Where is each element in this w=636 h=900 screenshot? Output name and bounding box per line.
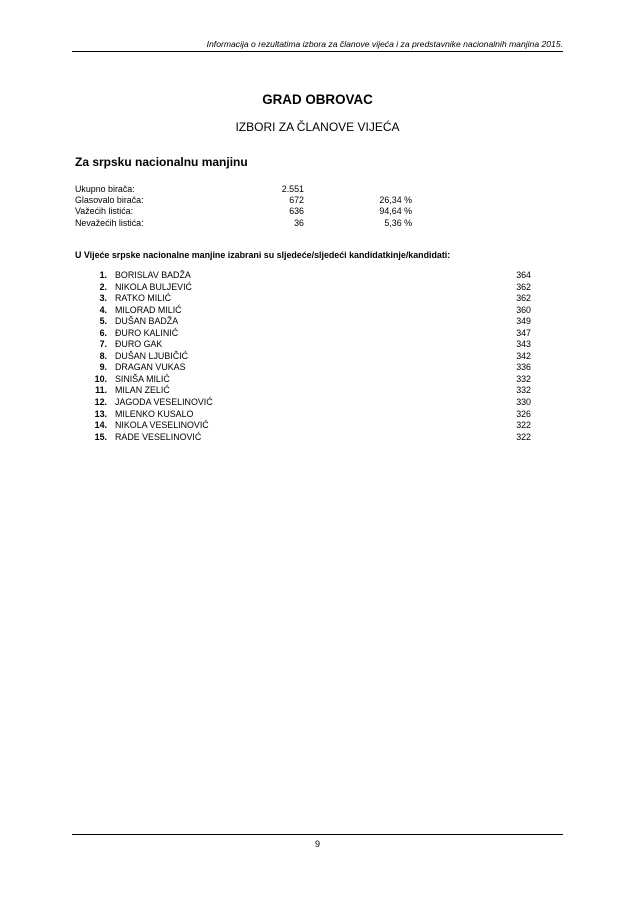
candidate-name: BORISLAV BADŽA — [115, 270, 191, 280]
candidate-number: 12. — [94, 397, 107, 408]
candidate-votes: 349 — [516, 316, 531, 327]
candidate-row — [75, 374, 531, 386]
candidate-votes: 360 — [516, 304, 531, 315]
candidate-votes: 322 — [516, 420, 531, 431]
candidate-votes: 322 — [516, 431, 531, 442]
candidate-number: 5. — [99, 316, 107, 327]
page-number: 9 — [314, 839, 320, 849]
candidate-name: ĐURO GAK — [115, 339, 163, 350]
candidate-number: 2. — [99, 281, 107, 292]
candidate-votes: 343 — [516, 339, 531, 350]
candidate-row — [75, 270, 531, 282]
city-title: GRAD OBROVAC — [262, 92, 373, 107]
candidate-number: 14. — [94, 420, 107, 431]
candidate-number: 8. — [99, 350, 107, 361]
header-divider — [72, 51, 563, 52]
section-title: IZBORI ZA ČLANOVE VIJEĆA — [235, 120, 400, 134]
candidate-name: RADE VESELINOVIĆ — [115, 431, 202, 442]
stat-label: Ukupno birača: — [75, 184, 135, 194]
stat-row-invalid-ballots — [75, 218, 435, 229]
stat-percent: 94,64 % — [379, 206, 412, 217]
voter-stats — [75, 184, 435, 229]
candidate-row — [75, 305, 531, 317]
candidate-row — [75, 420, 531, 432]
stat-label: Glasovalo birača: — [75, 195, 144, 206]
candidate-name: NIKOLA VESELINOVIĆ — [115, 420, 209, 431]
candidate-votes: 362 — [516, 293, 531, 304]
candidate-row — [75, 293, 531, 305]
stat-row-valid-ballots — [75, 206, 435, 217]
candidate-name: MILENKO KUSALO — [115, 408, 194, 419]
candidate-number: 10. — [94, 373, 107, 384]
footer-divider — [72, 834, 563, 835]
candidate-votes: 332 — [516, 385, 531, 396]
candidate-name: SINIŠA MILIĆ — [115, 373, 170, 384]
candidate-name: MILORAD MILIĆ — [115, 304, 182, 315]
stat-label: Važećih listića: — [75, 206, 134, 217]
candidate-name: MILAN ZELIĆ — [115, 385, 170, 396]
candidate-votes: 336 — [516, 362, 531, 373]
candidate-votes: 330 — [516, 397, 531, 408]
candidate-row — [75, 316, 531, 328]
candidate-row — [75, 362, 531, 374]
candidate-list — [75, 270, 531, 443]
candidate-number: 13. — [94, 408, 107, 419]
stat-percent: 26,34 % — [379, 195, 412, 206]
candidate-name: ĐURO KALINIĆ — [115, 327, 179, 338]
candidate-number: 7. — [99, 339, 107, 350]
candidate-votes: 347 — [516, 327, 531, 338]
stat-value: 636 — [289, 206, 304, 217]
minority-heading: Za srpsku nacionalnu manjinu — [75, 155, 248, 169]
candidate-name: DUŠAN BADŽA — [115, 316, 179, 327]
candidate-row — [75, 328, 531, 340]
elected-intro: U Vijeće srpske nacionalne manjine izabrani su sljedeće/sljedeći kandidatkinje/kandidati: — [75, 250, 451, 260]
candidate-row — [75, 385, 531, 397]
running-header: Informacija o rezultatima izbora za članove vijeća i za predstavnike nacionalnih manjina 2015. — [206, 39, 563, 49]
candidate-name: JAGODA VESELINOVIĆ — [115, 397, 213, 408]
candidate-row — [75, 397, 531, 409]
stat-row-total-voters — [75, 184, 435, 195]
candidate-number: 1. — [99, 270, 107, 280]
candidate-number: 11. — [95, 385, 107, 396]
candidate-number: 3. — [99, 293, 107, 304]
candidate-row — [75, 409, 531, 421]
candidate-row — [75, 351, 531, 363]
stat-value: 36 — [294, 217, 304, 228]
candidate-votes: 362 — [516, 281, 531, 292]
candidate-name: DRAGAN VUKAS — [115, 362, 186, 373]
candidate-name: NIKOLA BULJEVIĆ — [115, 281, 192, 292]
candidate-row — [75, 282, 531, 294]
stat-value: 2.551 — [281, 184, 304, 194]
candidate-row — [75, 432, 531, 444]
stat-label: Nevažećih listića: — [75, 217, 144, 228]
candidate-row — [75, 339, 531, 351]
stat-row-voted — [75, 195, 435, 206]
candidate-votes: 332 — [516, 373, 531, 384]
candidate-votes: 364 — [516, 270, 531, 280]
candidate-number: 4. — [99, 304, 107, 315]
candidate-number: 6. — [99, 327, 107, 338]
candidate-name: DUŠAN LJUBIČIĆ — [115, 350, 188, 361]
candidate-number: 15. — [94, 431, 107, 442]
candidate-name: RATKO MILIĆ — [115, 293, 172, 304]
candidate-votes: 326 — [516, 408, 531, 419]
candidate-votes: 342 — [516, 350, 531, 361]
candidate-number: 9. — [99, 362, 107, 373]
stat-value: 672 — [289, 195, 304, 206]
stat-percent: 5,36 % — [384, 217, 412, 228]
